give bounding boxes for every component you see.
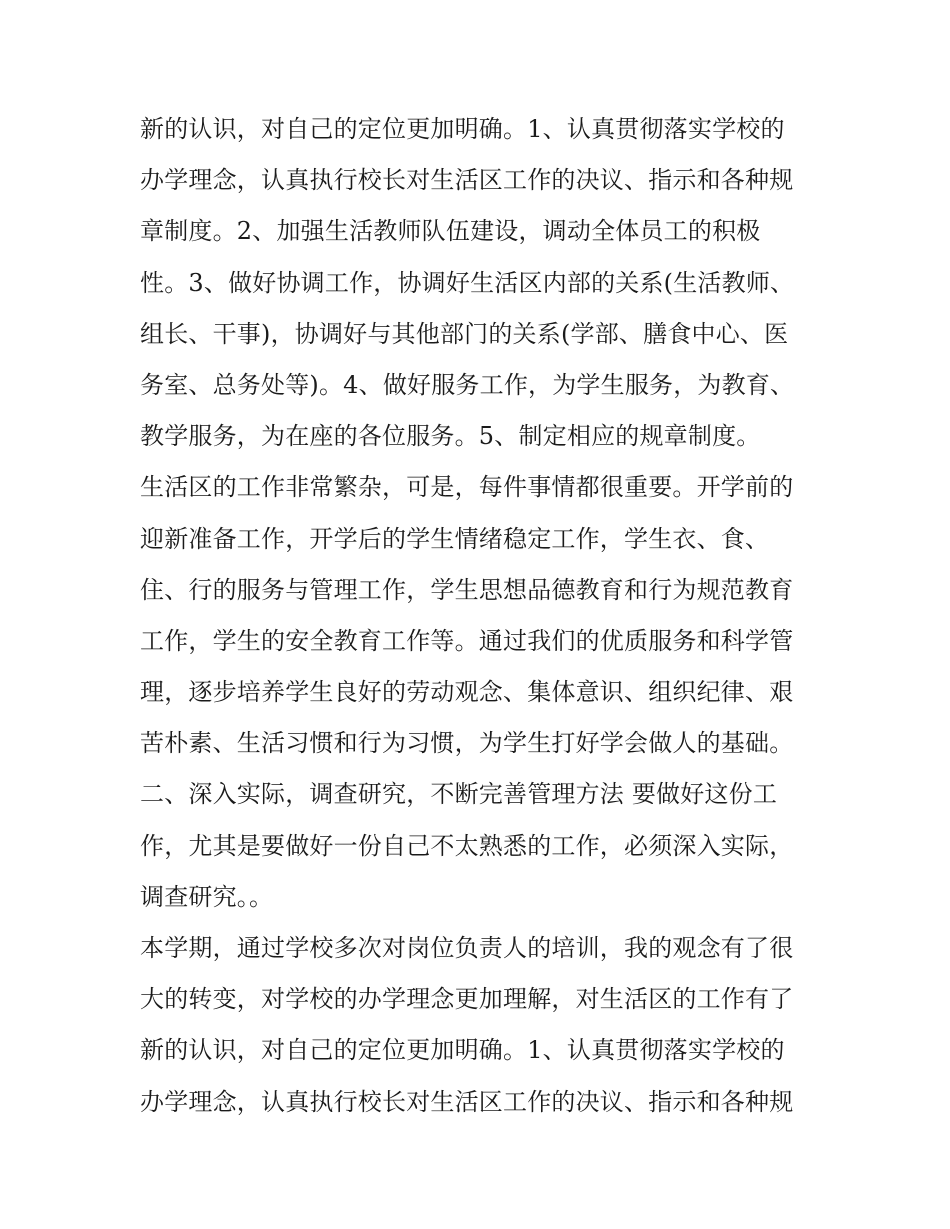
text-line: 大的转变，对学校的办学理念更加理解，对生活区的工作有了	[140, 985, 794, 1014]
text-line: 办学理念，认真执行校长对生活区工作的决议、指示和各种规	[140, 1087, 794, 1116]
text-line: 迎新准备工作，开学后的学生情绪稳定工作，学生衣、食、	[140, 524, 770, 553]
text-line: 办学理念，认真执行校长对生活区工作的决议、指示和各种规	[140, 166, 794, 195]
text-line: 调查研究。。	[140, 882, 274, 911]
text-line: 苦朴素、生活习惯和行为习惯，为学生打好学会做人的基础。	[140, 729, 794, 758]
text-line: 理，逐步培养学生良好的劳动观念、集体意识、组织纪律、艰	[140, 678, 794, 707]
text-line: 生活区的工作非常繁杂，可是，每件事情都很重要。开学前的	[140, 473, 794, 502]
text-line: 性。3、做好协调工作，协调好生活区内部的关系(生活教师、	[140, 268, 795, 297]
text-line: 务室、总务处等)。4、做好服务工作，为学生服务，为教育、	[140, 370, 795, 399]
text-line: 教学服务，为在座的各位服务。5、制定相应的规章制度。	[140, 422, 761, 451]
text-line: 组长、干事)，协调好与其他部门的关系(学部、膳食中心、医	[140, 319, 789, 348]
text-line: 本学期，通过学校多次对岗位负责人的培训，我的观念有了很	[140, 934, 794, 962]
text-line: 章制度。2、加强生活教师队伍建设，调动全体员工的积极	[140, 217, 761, 246]
text-line: 新的认识，对自己的定位更加明确。1、认真贯彻落实学校的	[140, 115, 785, 143]
text-line: 新的认识，对自己的定位更加明确。1、认真贯彻落实学校的	[140, 1036, 785, 1065]
text-line: 工作，学生的安全教育工作等。通过我们的优质服务和科学管	[140, 626, 794, 655]
text-line: 作，尤其是要做好一份自己不太熟悉的工作，必须深入实际，	[140, 831, 794, 860]
text-line: 住、行的服务与管理工作，学生思想品德教育和行为规范教育	[140, 575, 794, 604]
text-line: 二、深入实际，调查研究，不断完善管理方法 要做好这份工	[140, 780, 778, 809]
document-body	[140, 104, 830, 1128]
